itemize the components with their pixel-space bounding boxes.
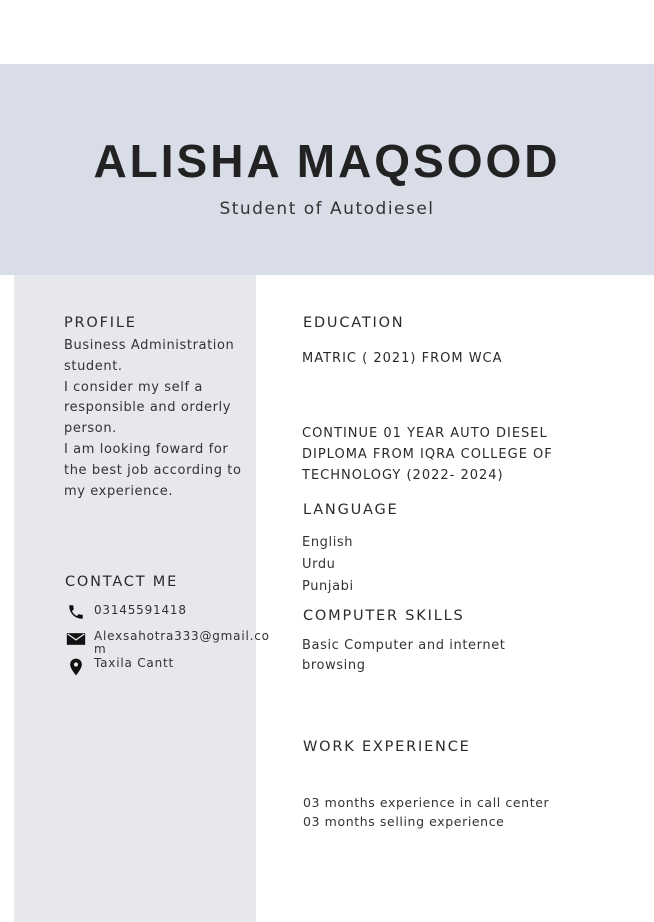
contact-phone [66, 603, 187, 621]
email-line: m [94, 642, 107, 656]
profile-line: the best job according to [64, 462, 242, 478]
profile-line: student. [64, 358, 123, 374]
education-item [302, 423, 553, 486]
language-heading: LANGUAGE [303, 502, 399, 518]
skills-line: Basic Computer and internet [302, 638, 506, 653]
language-list [302, 532, 354, 598]
skills-line: browsing [302, 658, 366, 673]
work-item: 03 months experience in call center [303, 795, 550, 810]
profile-line: my experience. [64, 483, 174, 499]
language-item: Punjabi [302, 579, 354, 594]
profile-heading: PROFILE [64, 315, 137, 331]
phone-icon [66, 603, 86, 621]
profile-text [64, 336, 242, 502]
candidate-name: ALISHA MAQSOOD [93, 135, 561, 187]
candidate-subtitle: Student of Autodiesel [219, 199, 435, 219]
education-line: TECHNOLOGY (2022- 2024) [302, 468, 504, 483]
education-item: MATRIC ( 2021) FROM WCA [302, 351, 503, 366]
contact-location [66, 656, 174, 678]
mail-icon [66, 630, 86, 648]
location-pin-icon [66, 656, 86, 678]
skills-heading: COMPUTER SKILLS [303, 608, 465, 624]
contact-heading: CONTACT ME [65, 574, 179, 590]
work-list [303, 793, 549, 831]
contact-email [66, 630, 270, 656]
email-line: Alexsahotra333@gmail.co [94, 629, 270, 643]
profile-line: Business Administration [64, 338, 235, 353]
education-heading: EDUCATION [303, 315, 405, 331]
education-line: DIPLOMA FROM IQRA COLLEGE OF [302, 447, 553, 462]
profile-line: I am looking foward for [64, 441, 229, 457]
email-address [94, 630, 270, 656]
skills-text [302, 636, 506, 676]
education-line: CONTINUE 01 YEAR AUTO DIESEL [302, 426, 548, 441]
language-item: Urdu [302, 557, 336, 572]
phone-number: 03145591418 [94, 603, 187, 617]
language-item: English [302, 535, 354, 550]
work-heading: WORK EXPERIENCE [303, 739, 471, 755]
profile-line: responsible and orderly [64, 400, 232, 416]
location-text: Taxila Cantt [94, 656, 174, 670]
profile-line: person. [64, 421, 117, 437]
profile-line: I consider my self a [64, 379, 203, 395]
work-item: 03 months selling experience [303, 814, 505, 829]
